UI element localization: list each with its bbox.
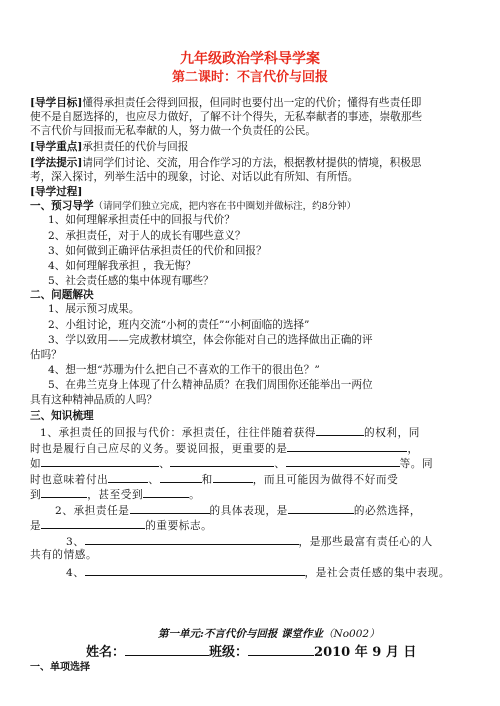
knowledge-text: 到 [30, 489, 42, 501]
blank-field[interactable] [130, 502, 210, 514]
hint-line-2: 考，深入探讨，列举生活中的现象，讨论、对话以此有所知、有所悟。 [30, 171, 359, 183]
document-title: 九年级政治学科导学案 [180, 51, 320, 67]
knowledge-4-line-1 [66, 564, 450, 580]
homework-heading [158, 626, 380, 641]
homework-unit: 第一单元:不言代价与回报 课堂作业 [158, 628, 324, 640]
problem-item-2: 2、小组讨论，班内交流“小柯的责任”“小柯面临的选择” [48, 319, 310, 331]
blank-field[interactable] [41, 486, 87, 498]
knowledge-text: ，是那些最富有责任心的人 [298, 536, 433, 548]
problem-item-3b: 估吗？ [30, 349, 62, 361]
knowledge-text: 、 [274, 458, 286, 470]
knowledge-1-line-1 [40, 424, 420, 440]
section2-title: 二、问题解决 [30, 289, 94, 301]
hint-text-1: 请同学们讨论、交流，用合作学习的方法，根据教材提供的情境，积极思 [82, 157, 422, 169]
knowledge-text: ，而且可能因为做得不好而受 [252, 474, 399, 486]
knowledge-text: ， [407, 443, 419, 455]
section1-note: （请同学们独立完成，把内容在书中圈划并做标注，约8分钟） [93, 201, 357, 212]
goal-tag: [导学目标] [30, 97, 83, 109]
hint-tag: [学法提示] [30, 157, 83, 169]
homework-code: （No002） [323, 628, 380, 640]
knowledge-1-line-2 [30, 440, 419, 456]
section1-heading [30, 199, 356, 214]
blank-field[interactable] [143, 486, 189, 498]
focus-tag: [导学重点] [30, 141, 83, 153]
preview-question-1: 1、如何理解承担责任中的回报与代价？ [48, 214, 235, 226]
knowledge-text: 3、 [66, 536, 85, 548]
blank-field[interactable] [85, 564, 305, 576]
single-choice-heading: 一、单项选择 [30, 662, 90, 673]
blank-field[interactable] [286, 455, 400, 467]
blank-field[interactable] [213, 471, 253, 483]
knowledge-text: 是 [30, 520, 42, 532]
blank-field[interactable] [170, 455, 274, 467]
knowledge-text: 、 [159, 458, 171, 470]
knowledge-text: 。 [189, 489, 201, 501]
knowledge-text: 的必然选择， [353, 505, 422, 517]
preview-question-5: 5、社会责任感的集中体现有哪些？ [48, 275, 214, 287]
blank-field[interactable] [316, 424, 364, 436]
blank-field[interactable] [288, 502, 354, 514]
knowledge-text: ，是社会责任感的集中表现。 [304, 567, 451, 579]
focus-line [30, 140, 188, 154]
knowledge-1-line-4 [30, 471, 398, 487]
knowledge-text: 、 [148, 474, 160, 486]
knowledge-3-line-1 [66, 533, 433, 549]
goal-text-1: 懂得承担责任会得到回报，但同时也要付出一定的代价；懂得有些责任即 [82, 97, 422, 109]
knowledge-text: 时也意味着付出 [30, 474, 109, 486]
preview-question-2: 2、承担责任，对于人的成长有哪些意义？ [48, 230, 246, 242]
hint-line-1 [30, 156, 421, 170]
document-subtitle: 第二课时：不言代价与回报 [171, 70, 328, 85]
process-tag: [导学过程] [30, 186, 83, 198]
focus-text: 承担责任的代价与回报 [82, 141, 189, 153]
knowledge-text: 的权利，同 [364, 427, 420, 439]
preview-question-3: 3、如何做到正确评估承担责任的代价和回报？ [48, 245, 267, 257]
preview-question-4: 4、如何理解我承担 ，我无悔？ [48, 260, 196, 272]
problem-item-3a: 3、学以致用——完成教材填空，体会你能对自己的选择做出正确的评 [48, 334, 373, 346]
knowledge-text: 时也是履行自己应尽的义务。要说回报，更重要的是 [30, 443, 288, 455]
problem-item-4: 4、想一想“苏珊为什么把自己不喜欢的工作干的很出色？” [48, 364, 320, 376]
knowledge-text: 的重要标志。 [145, 520, 213, 532]
student-info-line [86, 641, 416, 660]
knowledge-1-line-3 [30, 455, 433, 471]
date-text: 2010 年 9 月 日 [314, 645, 417, 660]
section1-title: 一、预习导学 [30, 200, 94, 212]
name-field[interactable] [125, 642, 209, 656]
blank-field[interactable] [85, 533, 299, 545]
goal-line-2: 使不是自愿选择的，也应尽力做好，了解不计个得失，无私奉献者的事迹，崇敬那些 [30, 111, 422, 123]
blank-field[interactable] [41, 455, 159, 467]
goal-line-3: 不言代价与回报而无私奉献的人，努力做一个负责任的公民。 [30, 125, 317, 137]
knowledge-text: 如 [30, 458, 42, 470]
class-field[interactable] [248, 642, 314, 656]
knowledge-1-line-5 [30, 486, 200, 502]
class-label: 班级： [209, 645, 249, 660]
knowledge-text: 4、 [66, 567, 85, 579]
knowledge-text: 和 [201, 474, 213, 486]
goal-line-1 [30, 96, 421, 110]
knowledge-2-line-2 [30, 517, 212, 533]
knowledge-text: 2、承担责任是 [55, 505, 130, 517]
section3-title: 三、知识梳理 [30, 410, 94, 422]
name-label: 姓名： [86, 645, 126, 660]
blank-field[interactable] [287, 440, 407, 452]
blank-field[interactable] [160, 471, 202, 483]
problem-item-5a: 5、在弗兰克身上体现了什么精神品质？在我们周围你还能举出一两位 [48, 379, 373, 391]
blank-field[interactable] [108, 471, 148, 483]
problem-item-1: 1、展示预习成果。 [48, 303, 140, 315]
knowledge-3-line-2: 共有的情感。 [30, 549, 98, 561]
knowledge-2-line-1 [55, 502, 421, 518]
problem-item-5b: 具有这种精神品质的人吗？ [30, 394, 158, 406]
knowledge-text: 的具体表现，是 [209, 505, 288, 517]
blank-field[interactable] [41, 517, 145, 529]
knowledge-text: ，甚至受到 [87, 489, 144, 501]
knowledge-text: 1、承担责任的回报与代价：承担责任，往往伴随着获得 [40, 427, 316, 439]
knowledge-text: 等。同 [399, 458, 434, 470]
